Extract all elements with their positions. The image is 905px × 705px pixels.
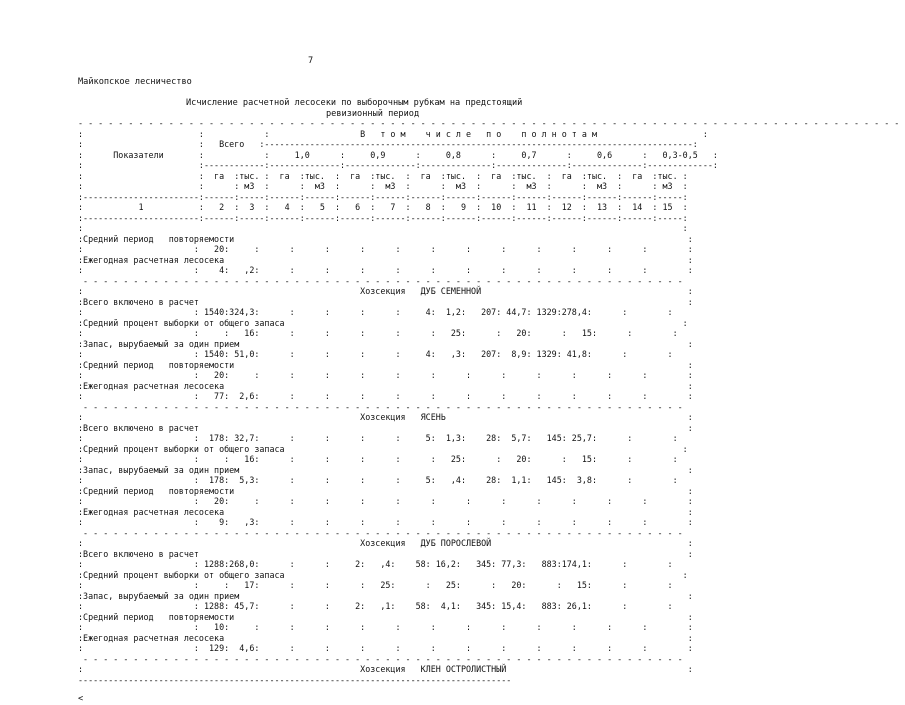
table-line: :-----------------------:------:-----:------:------:------:------:------:------:------:------:------:------:------:-----: — [78, 192, 688, 203]
table-line: - - - - - - - - - - - - - - - - - - - - - - - - - - - - - - - - - - - - - - - - - - - - - - - - - - - - - - - - - - - - — [78, 528, 688, 539]
table-line: :Средний процент выборки от общего запаса : — [78, 570, 688, 581]
table-line: :Средний период повторяемости : — [78, 486, 693, 497]
table-line: :Средний процент выборки от общего запаса : — [78, 444, 688, 455]
table-line: : : Всего :-------------------------------------------------------------------------------------: — [78, 140, 698, 150]
table-line: :Ежегодная расчетная лесосека : — [78, 381, 693, 392]
table-line: : Показатели : : 1,0 : 0,9 : 0,8 : 0,7 : 0,6 : 0,3-0,5 : — [78, 150, 718, 161]
table-line: : : : В т о м ч и с л е п о п о л н о т а м : — [78, 129, 708, 140]
table-line: : : 1288: 45,7: : : 2: ,1: 58: 4,1: 345: 15,4: 883: 26,1: : : — [78, 602, 673, 612]
table-line: : : 4: ,2: : : : : : : : : : : : : — [78, 266, 693, 276]
table-line: :Всего включено в расчет : — [78, 297, 693, 308]
document-page — [78, 56, 905, 705]
table-line: : : : м3 : : м3 : : м3 : : м3 : : м3 : : м3 : : м3 : — [78, 182, 688, 192]
table-line: :Ежегодная расчетная лесосека : — [78, 633, 693, 644]
table-line: :Запас, вырубаемый за один прием : — [78, 465, 693, 476]
table-line: :-----------------------:------:-----:------:------:------:------:------:------:------:------:------:------:------:-----: — [78, 213, 688, 224]
table-line: :Всего включено в расчет : — [78, 423, 693, 434]
forestry-name: Майкопское лесничество — [78, 77, 192, 87]
table-line: : Хозсекция ДУБ СЕМЕННОЙ : — [78, 287, 693, 297]
table-line: : : 178: 5,3: : : : : 5: ,4: 28: 1,1: 145: 3,8: : : — [78, 476, 678, 486]
table-line: : 1 : 2 : 3 : 4 : 5 : 6 : 7 : 8 : 9 : 10 : 11 : 12 : 13 : 14 : 15 : — [78, 203, 688, 213]
footer-mark: < — [78, 694, 84, 704]
table-line: :Запас, вырубаемый за один прием : — [78, 591, 693, 602]
table-line: : : : 16: : : : : : 25: : 20: : 15: : : — [78, 455, 678, 465]
table-line: : Хозсекция ЯСЕНЬ : — [78, 413, 693, 423]
table-line: : : 1540:324,3: : : : : 4: 1,2: 207: 44,7: 1329:278,4: : : — [78, 308, 673, 318]
table-line: :Ежегодная расчетная лесосека : — [78, 507, 693, 518]
table-line: : Хозсекция КЛЕН ОСТРОЛИСТНЫЙ : — [78, 665, 693, 675]
page-number: 7 — [308, 56, 314, 66]
calculation-table — [78, 119, 899, 686]
table-line: :Средний период повторяемости : — [78, 612, 693, 623]
table-line: :Средний период повторяемости : — [78, 234, 693, 245]
table-line: : : 1540: 51,0: : : : : 4: ,3: 207: 8,9: 1329: 41,8: : : — [78, 350, 673, 360]
table-line: : : 20: : : : : : : : : : : : : : — [78, 245, 693, 255]
table-line: : : 77: 2,6: : : : : : : : : : : : : — [78, 392, 693, 402]
table-line: :Средний процент выборки от общего запаса : — [78, 318, 688, 329]
table-line: : :------------:--------------:--------------:--------------:--------------:--------------:-------------: — [78, 161, 718, 171]
table-line: - - - - - - - - - - - - - - - - - - - - - - - - - - - - - - - - - - - - - - - - - - - - - - - - - - - - - - - - - - - - — [78, 654, 688, 665]
table-line: - - - - - - - - - - - - - - - - - - - - - - - - - - - - - - - - - - - - - - - - - - - - - - - - - - - - - - - - - - - - — [78, 402, 688, 413]
table-line: : : — [78, 224, 688, 234]
table-line: : : 178: 32,7: : : : : 5: 1,3: 28: 5,7: 145: 25,7: : : — [78, 434, 678, 444]
document-title-line-2: ревизионный период — [326, 108, 420, 119]
table-line: : : : 16: : : : : : 25: : 20: : 15: : : — [78, 329, 678, 339]
table-line: :Ежегодная расчетная лесосека : — [78, 255, 693, 266]
table-line: : : га :тыс. : га :тыс. : га :тыс. : га :тыс. : га :тыс. : га :тыс. : га :тыс. : — [78, 171, 688, 182]
table-line: : : 9: ,3: : : : : : : : : : : : : — [78, 518, 693, 528]
table-line: :Запас, вырубаемый за один прием : — [78, 339, 693, 350]
table-line: :Всего включено в расчет : — [78, 549, 693, 560]
table-line: : : 10: : : : : : : : : : : : : : — [78, 623, 693, 633]
table-line: : : 129: 4,6: : : : : : : : : : : : : — [78, 644, 693, 654]
table-line: : : : 17: : : : 25: : 25: : 20: : 15: : : — [78, 581, 673, 591]
table-line: : : 1288:268,0: : : 2: ,4: 58: 16,2: 345: 77,3: 883:174,1: : : — [78, 560, 673, 570]
table-line: : : 20: : : : : : : : : : : : : : — [78, 371, 693, 381]
table-line: -------------------------------------------------------------------------------------- — [78, 675, 512, 686]
table-line: - - - - - - - - - - - - - - - - - - - - - - - - - - - - - - - - - - - - - - - - - - - - - - - - - - - - - - - - - - - - - - - - - - - - - - - - - - - - - - - - - - — [78, 119, 900, 129]
table-line: : Хозсекция ДУБ ПОРОСЛЕВОЙ : — [78, 539, 693, 549]
table-line: : : 20: : : : : : : : : : : : : : — [78, 497, 693, 507]
table-line: :Средний период повторяемости : — [78, 360, 693, 371]
document-title-line-1: Исчисление расчетной лесосеки по выборочным рубкам на предстоящий — [186, 98, 523, 108]
table-line: - - - - - - - - - - - - - - - - - - - - - - - - - - - - - - - - - - - - - - - - - - - - - - - - - - - - - - - - - - - - — [78, 276, 688, 287]
